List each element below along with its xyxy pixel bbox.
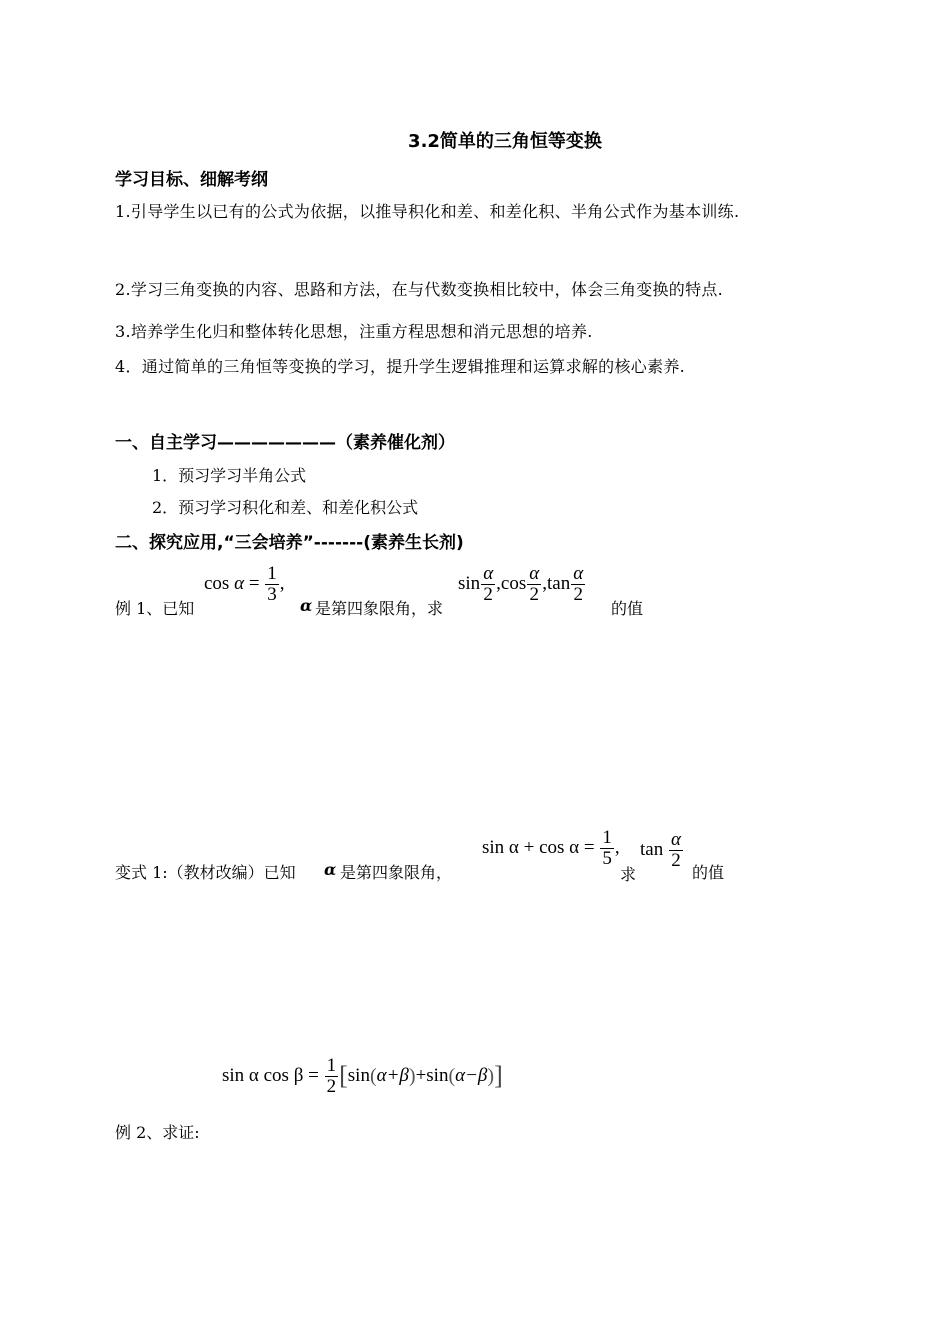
alpha-var: α <box>234 573 245 595</box>
goal-item-1: 1.引导学生以已有的公式为依据，以推导积化和差、和差化积、半角公式作为基本训练. <box>115 202 740 221</box>
example1-condition: cos α = $\frac{1}{3}$ , <box>204 563 285 605</box>
variant1-target: tan $\frac{\alpha}{2}$ <box>640 829 681 871</box>
variant1-alpha: α <box>324 860 337 879</box>
example2-label: 例 2、求证: <box>115 1123 200 1142</box>
section2-heading: 二、探究应用,“三会培养”-------(素养生长剂) <box>115 533 464 553</box>
variant1-ask: 求 <box>620 865 637 884</box>
goals-heading: 学习目标、细解考纲 <box>115 170 268 190</box>
example1-suffix: 的值 <box>611 599 644 618</box>
section1-item-1: 1．预习学习半角公式 <box>152 466 307 485</box>
variant1-mid: 是第四象限角， <box>340 863 453 882</box>
goal-item-2: 2.学习三角变换的内容、思路和方法，在与代数变换相比较中，体会三角变换的特点. <box>115 280 724 299</box>
section1-item-2: 2．预习学习积化和差、和差化积公式 <box>152 498 419 517</box>
variant1-suffix: 的值 <box>692 863 725 882</box>
example2-identity: sin α cos β = $\frac{1}{2}$ [ sin ( α+β ) + sin ( α−β ) ] <box>222 1055 503 1097</box>
example1-mid: 是第四象限角，求 <box>315 599 444 618</box>
goal-item-4: 4．通过简单的三角恒等变换的学习，提升学生逻辑推理和运算求解的核心素养. <box>115 357 686 376</box>
cos-func: cos <box>204 573 230 595</box>
variant1-prefix: 变式 1:（教材改编）已知 <box>115 863 296 882</box>
variant1-condition: sin α + cos α = $\frac{1}{5}$ , <box>482 827 620 869</box>
fraction-one-third: $\frac{1}{3}$ <box>267 563 277 605</box>
example1-prefix: 例 1、已知 <box>115 599 195 618</box>
example1-target-expr: sin $\frac{\alpha}{2}$ , cos $\frac{\alpha}{2}$ , tan $\frac{\alpha}{2}$ <box>458 563 584 605</box>
goal-item-3: 3.培养学生化归和整体转化思想，注重方程思想和消元思想的培养. <box>115 322 593 341</box>
section1-heading: 一、自主学习———————（素养催化剂） <box>115 433 455 453</box>
page-title: 3.2简单的三角恒等变换 <box>408 131 602 152</box>
example1-alpha: α <box>300 596 313 615</box>
